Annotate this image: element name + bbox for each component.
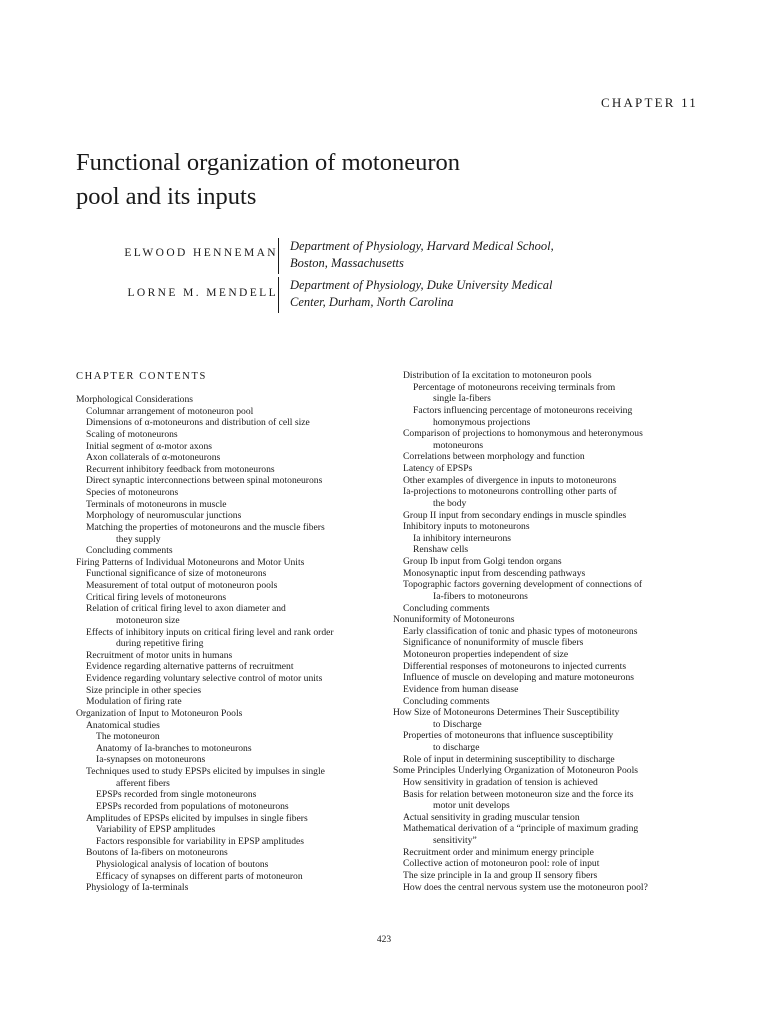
contents-entry: Evidence from human disease [403, 683, 519, 695]
contents-entry: Scaling of motoneurons [86, 428, 178, 440]
contents-entry: Inhibitory inputs to motoneurons [403, 521, 530, 533]
contents-entry: Evidence regarding alternative patterns of recruitment [86, 661, 294, 673]
contents-entry: Morphological Considerations [76, 394, 193, 405]
contents-entry: Boutons of Ia-fibers on motoneurons [86, 847, 228, 859]
table-of-contents-left-column [76, 394, 376, 894]
contents-entry: Correlations between morphology and function [403, 451, 585, 463]
contents-entry: Motoneuron properties independent of size [403, 649, 569, 660]
contents-heading: CHAPTER CONTENTS [76, 371, 207, 382]
contents-entry: they supply [116, 533, 161, 545]
contents-entry: Influence of muscle on developing and mature motoneurons [403, 672, 634, 684]
contents-entry: Differential responses of motoneurons to injected currents [403, 660, 627, 672]
contents-entry: Species of motoneurons [86, 487, 179, 498]
contents-entry: Modulation of firing rate [86, 696, 182, 708]
contents-entry: motoneurons [433, 439, 484, 451]
contents-entry: the body [433, 497, 467, 509]
contents-entry: Functional significance of size of motoneurons [86, 568, 267, 580]
contents-entry: Ia-synapses on motoneurons [96, 754, 206, 766]
contents-entry: Group Ib input from Golgi tendon organs [403, 556, 562, 567]
contents-entry: Anatomical studies [86, 719, 160, 731]
chapter-title-line-2: pool and its inputs [76, 183, 257, 210]
contents-entry: Critical firing levels of motoneurons [86, 591, 227, 603]
contents-entry: Direct synaptic interconnections between spinal motoneurons [86, 475, 323, 487]
contents-entry: Evidence regarding voluntary selective control of motor units [86, 673, 323, 684]
contents-entry: Latency of EPSPs [403, 463, 473, 474]
contents-entry: Group II input from secondary endings in muscle spindles [403, 509, 627, 521]
contents-entry: Anatomy of Ia-branches to motoneurons [96, 742, 252, 754]
contents-entry: Role of input in determining susceptibility to discharge [403, 753, 615, 765]
table-of-contents-right-column [393, 370, 709, 893]
author-name: LORNE M. MENDELL [127, 287, 278, 299]
contents-entry: Physiology of Ia-terminals [86, 882, 189, 894]
affiliation-line: Center, Durham, North Carolina [290, 294, 454, 309]
contents-entry: Factors influencing percentage of motoneurons receiving [413, 404, 633, 416]
contents-entry: Early classification of tonic and phasic types of motoneurons [403, 625, 638, 637]
contents-entry: Nonuniformity of Motoneurons [393, 614, 515, 626]
chapter-title-line-1: Functional organization of motoneuron [76, 149, 460, 176]
contents-entry: Amplitudes of EPSPs elicited by impulses in single fibers [86, 812, 308, 824]
contents-entry: Terminals of motoneurons in muscle [86, 498, 227, 510]
contents-entry: Collective action of motoneuron pool: role of input [403, 858, 600, 870]
contents-entry: Renshaw cells [413, 544, 469, 556]
contents-entry: motor unit develops [433, 800, 510, 812]
contents-entry: Monosynaptic input from descending pathways [403, 567, 586, 579]
contents-entry: How does the central nervous system use the motoneuron pool? [403, 881, 648, 893]
contents-entry: Columnar arrangement of motoneuron pool [86, 405, 254, 417]
contents-entry: to Discharge [433, 718, 482, 730]
affiliation-line: Department of Physiology, Duke University Medical [290, 278, 553, 292]
contents-entry: Axon collaterals of α-motoneurons [86, 452, 221, 464]
contents-entry: Other examples of divergence in inputs to motoneurons [403, 474, 617, 486]
contents-entry: homonymous projections [433, 416, 531, 428]
contents-entry: during repetitive firing [116, 638, 204, 650]
contents-entry: EPSPs recorded from populations of motoneurons [96, 800, 289, 812]
contents-entry: Some Principles Underlying Organization of Motoneuron Pools [393, 765, 638, 777]
contents-entry: Variability of EPSP amplitudes [96, 824, 216, 836]
contents-entry: Recruitment of motor units in humans [86, 649, 233, 661]
contents-entry: Concluding comments [403, 695, 490, 707]
contents-entry: Size principle in other species [86, 684, 202, 696]
affiliation-line: Department of Physiology, Harvard Medical School, [290, 239, 554, 253]
contents-entry: Concluding comments [403, 602, 490, 614]
contents-entry: How Size of Motoneurons Determines Their Susceptibility [393, 707, 620, 719]
contents-entry: Significance of nonuniformity of muscle fibers [403, 637, 584, 649]
contents-entry: The motoneuron [96, 731, 160, 743]
contents-entry: Efficacy of synapses on different parts of motoneuron [96, 870, 303, 882]
contents-entry: Comparison of projections to homonymous and heteronymous [403, 428, 643, 440]
contents-entry: EPSPs recorded from single motoneurons [96, 789, 257, 801]
contents-entry: Relation of critical firing level to axon diameter and [86, 603, 286, 615]
contents-entry: Distribution of Ia excitation to motoneuron pools [403, 370, 592, 381]
contents-entry: Initial segment of α-motor axons [86, 440, 212, 452]
contents-entry: Ia-projections to motoneurons controlling other parts of [403, 486, 617, 498]
author-divider [278, 238, 279, 274]
contents-entry: Percentage of motoneurons receiving terminals from [413, 381, 616, 393]
contents-entry: Organization of Input to Motoneuron Pools [76, 707, 243, 719]
contents-entry: single Ia-fibers [433, 393, 491, 405]
contents-entry: Effects of inhibitory inputs on critical firing level and rank order [86, 626, 334, 638]
contents-entry: The size principle in Ia and group II sensory fibers [403, 869, 598, 881]
contents-entry: to discharge [433, 742, 480, 753]
contents-entry: Factors responsible for variability in EPSP amplitudes [96, 835, 305, 847]
page-number: 423 [376, 935, 392, 945]
contents-entry: Recurrent inhibitory feedback from motoneurons [86, 463, 275, 475]
contents-entry: Concluding comments [86, 545, 173, 557]
contents-entry: Physiological analysis of location of boutons [96, 859, 269, 870]
author-affiliation [290, 238, 690, 271]
contents-entry: Topographic factors governing development of connections of [403, 579, 643, 591]
contents-entry: Firing Patterns of Individual Motoneurons and Motor Units [76, 556, 305, 568]
author-divider [278, 277, 279, 313]
contents-entry: Ia-fibers to motoneurons [433, 590, 528, 602]
contents-entry: Techniques used to study EPSPs elicited by impulses in single [86, 766, 325, 777]
contents-entry: Properties of motoneurons that influence susceptibility [403, 730, 614, 742]
contents-entry: Mathematical derivation of a “principle of maximum grading [403, 823, 639, 835]
contents-entry: Matching the properties of motoneurons and the muscle fibers [86, 521, 325, 533]
contents-entry: Measurement of total output of motoneuron pools [86, 580, 278, 591]
contents-entry: sensitivity” [433, 835, 477, 846]
chapter-number: CHAPTER 11 [601, 95, 698, 110]
contents-entry: Recruitment order and minimum energy principle [403, 846, 594, 858]
author-affiliation [290, 277, 690, 310]
contents-entry: Basis for relation between motoneuron size and the force its [403, 788, 634, 800]
contents-entry: Ia inhibitory interneurons [413, 532, 512, 544]
affiliation-line: Boston, Massachusetts [290, 255, 404, 270]
contents-entry: afferent fibers [116, 777, 170, 789]
contents-entry: Dimensions of α-motoneurons and distribution of cell size [86, 417, 310, 429]
contents-entry: How sensitivity in gradation of tension is achieved [403, 776, 598, 788]
contents-entry: Actual sensitivity in grading muscular tension [403, 811, 580, 823]
contents-entry: Morphology of neuromuscular junctions [86, 510, 242, 522]
author-name: ELWOOD HENNEMAN [124, 247, 278, 259]
chapter-title [76, 146, 676, 214]
contents-entry: motoneuron size [116, 614, 180, 626]
